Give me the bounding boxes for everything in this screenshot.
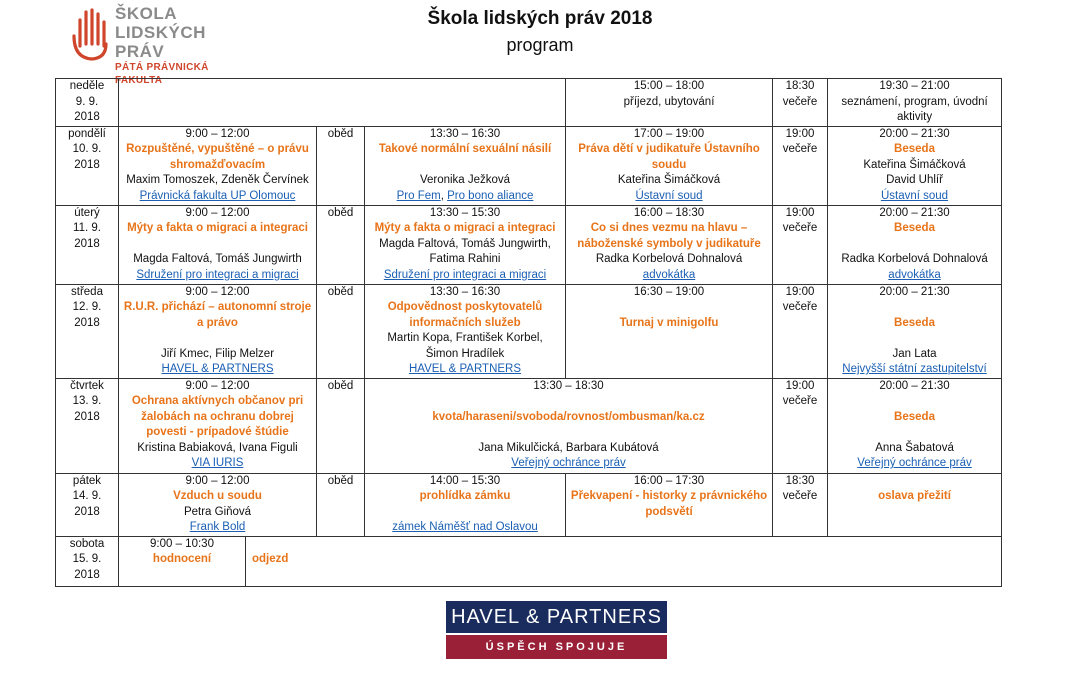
organization-link[interactable]: Veřejný ochránce práv: [511, 457, 626, 469]
dinner-label: večeře: [782, 301, 818, 313]
session-title: hodnocení: [152, 553, 212, 565]
session-speakers: Radka Korbelová Dohnalová: [595, 253, 743, 265]
arrival-cell: [566, 79, 773, 127]
day-cell: [56, 284, 119, 378]
session-cell: [365, 378, 773, 473]
session-time: 14:00 – 15:30: [429, 474, 501, 487]
session-time: 19:30 – 21:00: [879, 80, 950, 92]
session-title: Mýty a fakta o migraci a integraci: [127, 222, 308, 234]
organization-link[interactable]: VIA IURIS: [191, 457, 244, 469]
session-time: 13:30 – 16:30: [429, 285, 501, 298]
session-title: Beseda: [894, 410, 935, 423]
session-title: prohlídka zámku: [419, 490, 511, 502]
organization-link[interactable]: Sdružení pro integraci a migraci: [136, 268, 299, 281]
day-date: 13. 9.: [72, 395, 102, 407]
day-year: 2018: [74, 316, 100, 329]
session-title: odjezd: [252, 553, 289, 565]
organization-link[interactable]: HAVEL & PARTNERS: [408, 363, 522, 375]
lunch-cell: [317, 205, 365, 284]
session-time: 20:00 – 21:30: [879, 285, 950, 298]
session-speakers: Magda Faltová, Tomáš Jungwirth, Fatima Rahini: [379, 237, 551, 265]
day-year: 2018: [74, 237, 100, 250]
session-cell: [365, 473, 566, 536]
session-title: Beseda: [894, 316, 935, 329]
session-cell: [566, 473, 773, 536]
day-cell: [56, 378, 119, 473]
session-title: Práva dětí v judikatuře Ústavního soudu: [578, 143, 760, 171]
session-time: 13:30 – 15:30: [429, 206, 501, 219]
dinner-label: večeře: [782, 222, 818, 234]
session-speaker: Martin Kopa, František Korbel,: [387, 332, 543, 344]
session-speakers: Petra Giňová: [183, 505, 252, 518]
day-year: 2018: [74, 505, 100, 518]
session-time: 20:00 – 21:30: [879, 379, 950, 392]
lunch-label: oběd: [327, 285, 354, 298]
session-title: Turnaj v minigolfu: [619, 316, 719, 329]
day-name: pondělí: [68, 127, 106, 140]
session-text: příjezd, ubytování: [623, 95, 715, 108]
session-cell: [828, 205, 1002, 284]
session-speaker: David Uhlíř: [886, 174, 943, 186]
day-cell: [56, 79, 119, 127]
dinner-cell: [773, 205, 828, 284]
day-cell: [56, 126, 119, 205]
program-table: [55, 78, 1002, 587]
logo-line-1: ŠKOLA: [115, 4, 177, 23]
session-title: oslava přežití: [878, 490, 951, 502]
day-row-tuesday: [56, 205, 1002, 284]
session-title: Co si dnes vezmu na hlavu – náboženské symboly v judikatuře: [577, 222, 761, 250]
session-cell: [365, 284, 566, 378]
session-speakers: Kristina Babiaková, Ivana Figuli: [137, 441, 298, 454]
session-title: R.U.R. přichází – autonomní stroje a právo: [123, 301, 312, 329]
session-cell: [828, 126, 1002, 205]
day-year: 2018: [74, 410, 100, 423]
day-date: 14. 9.: [72, 490, 102, 502]
day-name: úterý: [74, 206, 100, 219]
session-cell: [119, 205, 317, 284]
page-title: Škola lidských práv 2018: [427, 8, 653, 29]
session-time: 13:30 – 18:30: [533, 379, 604, 392]
session-title: Překvapení - historky z právnického podsvětí: [570, 490, 768, 518]
session-speakers: Magda Faltová, Tomáš Jungwirth: [133, 253, 302, 265]
dinner-label: večeře: [782, 490, 818, 502]
organization-link[interactable]: Právnická fakulta UP Olomouc: [139, 189, 296, 202]
day-date: 12. 9.: [72, 301, 102, 313]
session-cell: [566, 284, 773, 378]
dinner-label: večeře: [782, 143, 818, 155]
session-title: Mýty a fakta o migraci a integraci: [374, 222, 556, 234]
day-date: 10. 9.: [72, 143, 102, 155]
day-cell: [56, 473, 119, 536]
session-cell: [119, 378, 317, 473]
session-speakers: Jan Lata: [892, 347, 937, 360]
session-time: 13:30 – 16:30: [429, 127, 501, 140]
organization-link[interactable]: advokátka: [642, 268, 696, 281]
session-speakers: Maxim Tomoszek, Zdeněk Červínek: [126, 174, 309, 186]
day-row-sunday: [56, 79, 1002, 127]
session-time: 9:00 – 12:00: [185, 379, 250, 392]
organization-link[interactable]: Frank Bold: [189, 521, 246, 533]
session-title: Rozpuštěné, vypuštěné – o právu shromažďovacím: [126, 143, 309, 171]
session-cell: [566, 205, 773, 284]
session-speakers: Radka Korbelová Dohnalová: [841, 253, 988, 265]
session-speakers: Kateřina Šimáčková: [617, 174, 721, 186]
sponsor-name: HAVEL & PARTNERS: [446, 601, 667, 633]
day-name: středa: [71, 285, 103, 298]
session-cell: [365, 126, 566, 205]
session-title: Beseda: [894, 143, 935, 155]
day-year: 2018: [74, 111, 100, 123]
dinner-time: 19:00: [785, 379, 815, 392]
session-cell: [119, 537, 246, 586]
organization-link[interactable]: Pro Fem: [396, 189, 441, 202]
session-cell: [365, 205, 566, 284]
day-date: 15. 9.: [72, 553, 102, 565]
day-year: 2018: [74, 568, 100, 581]
organization-link[interactable]: Veřejný ochránce práv: [857, 457, 972, 469]
day-row-saturday: [56, 536, 1002, 586]
session-speakers: Jana Mikulčická, Barbara Kubátová: [478, 441, 659, 454]
session-time: 9:00 – 12:00: [185, 474, 250, 487]
lunch-cell: [317, 378, 365, 473]
session-time: 20:00 – 21:30: [879, 127, 950, 140]
session-cell: [119, 126, 317, 205]
organization-link[interactable]: Nejvyšší státní zastupitelství: [842, 363, 987, 375]
saturday-cell: [119, 536, 1002, 586]
lunch-cell: [317, 284, 365, 378]
session-time: 9:00 – 12:00: [185, 206, 250, 219]
link-separator: ,: [440, 189, 448, 202]
session-title: kvota/haraseni/svoboda/rovnost/ombusman/ka.cz: [432, 410, 705, 423]
dinner-cell: [773, 284, 828, 378]
organization-link[interactable]: advokátka: [888, 268, 941, 281]
day-name: neděle: [69, 80, 105, 92]
day-row-friday: [56, 473, 1002, 536]
dinner-cell: [773, 378, 828, 473]
lunch-label: oběd: [327, 474, 354, 487]
organization-link[interactable]: Ústavní soud: [635, 189, 703, 202]
lunch-label: oběd: [327, 206, 354, 219]
session-speakers: Anna Šabatová: [875, 441, 954, 454]
session-speakers: Veronika Ježková: [419, 174, 511, 186]
dinner-cell: [773, 126, 828, 205]
sponsor-logo: [446, 601, 667, 659]
organization-link[interactable]: HAVEL & PARTNERS: [161, 363, 274, 375]
lunch-cell: [317, 473, 365, 536]
sponsor-tagline: ÚSPĚCH SPOJUJE: [446, 635, 667, 659]
page-subtitle: program: [506, 35, 574, 55]
lunch-label: oběd: [327, 379, 354, 392]
evening-cell: [828, 79, 1002, 127]
day-cell: [56, 205, 119, 284]
day-row-monday: [56, 126, 1002, 205]
day-name: pátek: [72, 474, 102, 487]
session-title: Ochrana aktívnych občanov pri žalobách na ochranu dobrej povesti - prípadové štúdie: [131, 395, 304, 438]
session-time: 15:00 – 18:00: [633, 80, 705, 92]
day-row-thursday: [56, 378, 1002, 473]
session-time: 16:30 – 19:00: [633, 285, 705, 298]
session-time: 9:00 – 10:30: [150, 537, 214, 550]
dinner-time: 18:30: [785, 80, 815, 92]
dinner-cell: [773, 79, 828, 127]
lunch-cell: [317, 126, 365, 205]
organization-link[interactable]: zámek Náměšť nad Oslavou: [392, 521, 538, 533]
dinner-time: 19:00: [785, 285, 815, 298]
session-cell: [566, 126, 773, 205]
logo-line-3: PÁTÁ PRÁVNICKÁ FAKULTA: [115, 62, 209, 86]
organization-link[interactable]: Sdružení pro integraci a migraci: [383, 268, 547, 281]
session-time: 16:00 – 17:30: [633, 474, 705, 487]
session-title: Beseda: [894, 222, 935, 234]
session-title: Odpovědnost poskytovatelů informačních služeb: [387, 301, 543, 329]
day-date: 11. 9.: [73, 222, 101, 234]
session-speakers: Jiří Kmec, Filip Melzer: [160, 347, 275, 360]
day-cell: [56, 536, 119, 586]
session-time: 9:00 – 12:00: [185, 127, 250, 140]
dinner-time: 18:30: [785, 474, 815, 487]
day-row-wednesday: [56, 284, 1002, 378]
session-title: Takové normální sexuální násilí: [378, 143, 552, 155]
dinner-label: večeře: [782, 395, 818, 407]
session-cell: [828, 378, 1002, 473]
organization-link[interactable]: Ústavní soud: [880, 189, 949, 202]
session-speaker: Šimon Hradílek: [425, 347, 505, 360]
empty-cell: [119, 79, 566, 127]
day-name: čtvrtek: [70, 379, 104, 392]
dinner-label: večeře: [782, 95, 818, 108]
session-cell: [119, 473, 317, 536]
logo-line-2: LIDSKÝCH PRÁV: [115, 23, 206, 61]
session-time: 16:00 – 18:30: [633, 206, 705, 219]
session-time: 17:00 – 19:00: [633, 127, 705, 140]
session-cell: [246, 537, 1001, 586]
session-cell: [119, 284, 317, 378]
session-cell: [828, 473, 1002, 536]
day-name: sobota: [69, 537, 105, 550]
session-text: seznámení, program, úvodní aktivity: [841, 95, 988, 123]
day-year: 2018: [74, 158, 100, 171]
session-time: 20:00 – 21:30: [879, 206, 950, 219]
session-title: Vzduch u soudu: [173, 490, 262, 502]
day-date: 9. 9.: [75, 95, 99, 108]
dinner-cell: [773, 473, 828, 536]
session-time: 9:00 – 12:00: [185, 285, 250, 298]
session-speaker: Kateřina Šimáčková: [863, 158, 966, 171]
session-cell: [828, 284, 1002, 378]
organization-link[interactable]: Pro bono aliance: [447, 189, 534, 202]
lunch-label: oběd: [327, 127, 354, 140]
dinner-time: 19:00: [785, 127, 815, 140]
dinner-time: 19:00: [785, 206, 815, 219]
